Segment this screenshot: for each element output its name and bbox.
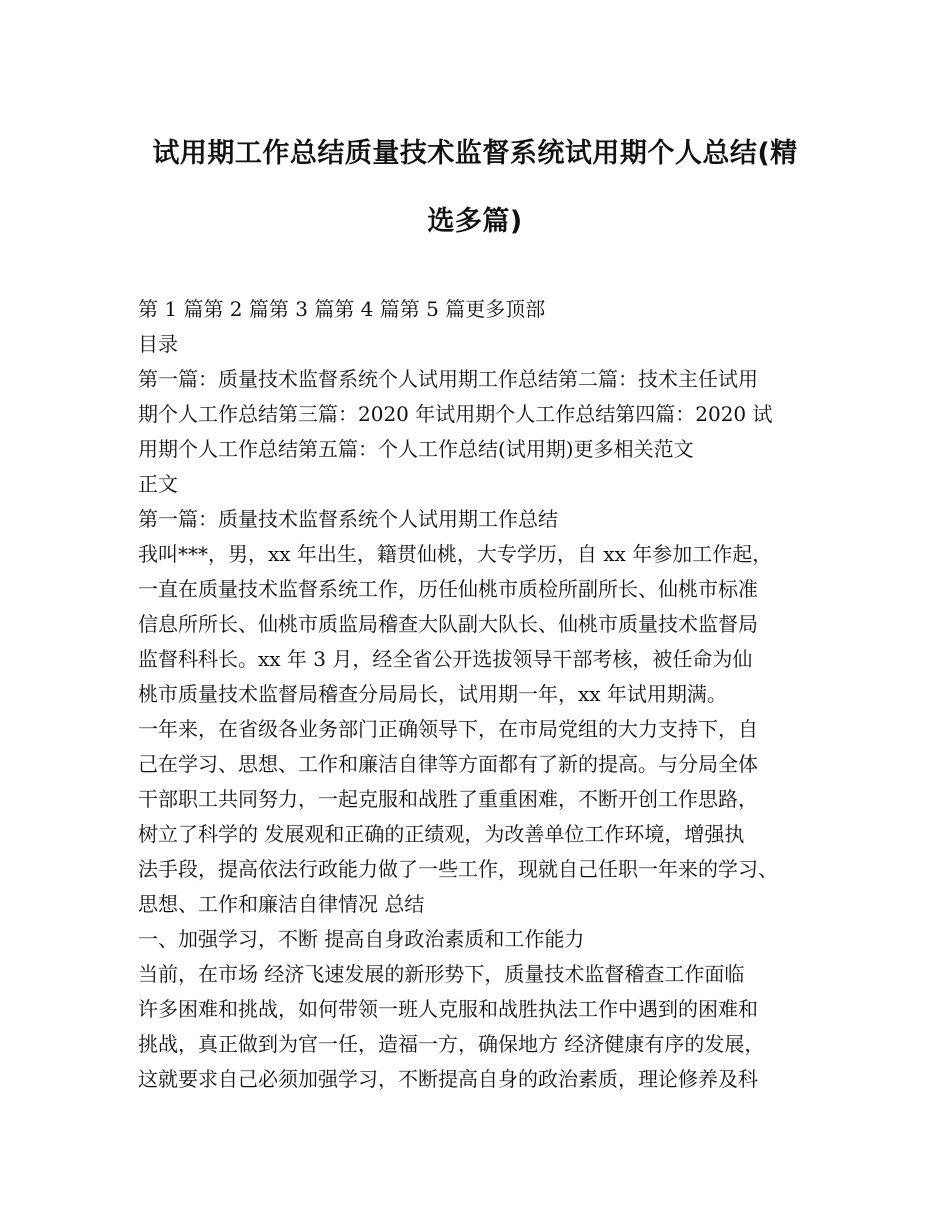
- document-title-line-1: 试用期工作总结质量技术监督系统试用期个人总结(精: [152, 138, 798, 169]
- paragraph-line: 思想、工作和廉洁自律情况 总结: [138, 892, 425, 916]
- paragraph-line: 信息所所长、仙桃市质监局稽查大队副大队长、仙桃市质量技术监督局: [138, 612, 758, 636]
- paragraph-line: 桃市质量技术监督局稽查分局局长，试用期一年，xx 年试用期满。: [138, 682, 727, 706]
- toc-heading: 目录: [138, 332, 178, 356]
- paragraph-line: 一年来，在省级各业务部门正确领导下，在市局党组的大力支持下，自: [138, 717, 758, 741]
- toc-line: 第一篇：质量技术监督系统个人试用期工作总结第二篇：技术主任试用: [138, 367, 758, 391]
- document-body: [138, 292, 838, 1097]
- section-nav-line: 第 1 篇第 2 篇第 3 篇第 4 篇第 5 篇更多顶部: [138, 297, 546, 321]
- paragraph-line: 树立了科学的 发展观和正确的正绩观，为改善单位工作环境，增强执: [138, 822, 745, 846]
- paragraph-line: 这就要求自己必须加强学习，不断提高自身的政治素质，理论修养及科: [138, 1067, 758, 1091]
- paragraph-line: 许多困难和挑战，如何带领一班人克服和战胜执法工作中遇到的困难和: [138, 997, 758, 1021]
- toc-line: 期个人工作总结第三篇：2020 年试用期个人工作总结第四篇：2020 试: [138, 402, 773, 426]
- paragraph-line: 当前，在市场 经济飞速发展的新形势下，质量技术监督稽查工作面临: [138, 962, 745, 986]
- paragraph-line: 法手段，提高依法行政能力做了一些工作，现就自己任职一年来的学习、: [138, 857, 778, 881]
- paragraph-line: 挑战，真正做到为官一任，造福一方，确保地方 经济健康有序的发展，: [138, 1032, 765, 1056]
- body-heading: 正文: [138, 472, 178, 496]
- document-title-line-2: 选多篇): [427, 206, 523, 237]
- article-heading: 第一篇：质量技术监督系统个人试用期工作总结: [138, 507, 558, 531]
- toc-line: 用期个人工作总结第五篇：个人工作总结(试用期)更多相关范文: [138, 437, 694, 461]
- paragraph-line: 我叫***，男，xx 年出生，籍贯仙桃，大专学历，自 xx 年参加工作起，: [138, 542, 773, 566]
- paragraph-line: 一直在质量技术监督系统工作，历任仙桃市质检所副所长、仙桃市标准: [138, 577, 758, 601]
- paragraph-line: 监督科科长。xx 年 3 月，经全省公开选拔领导干部考核，被任命为仙: [138, 647, 753, 671]
- paragraph-line: 干部职工共同努力，一起克服和战胜了重重困难，不断开创工作思路，: [138, 787, 758, 811]
- section-heading: 一、加强学习，不断 提高自身政治素质和工作能力: [138, 927, 585, 951]
- paragraph-line: 己在学习、思想、工作和廉洁自律等方面都有了新的提高。与分局全体: [138, 752, 758, 776]
